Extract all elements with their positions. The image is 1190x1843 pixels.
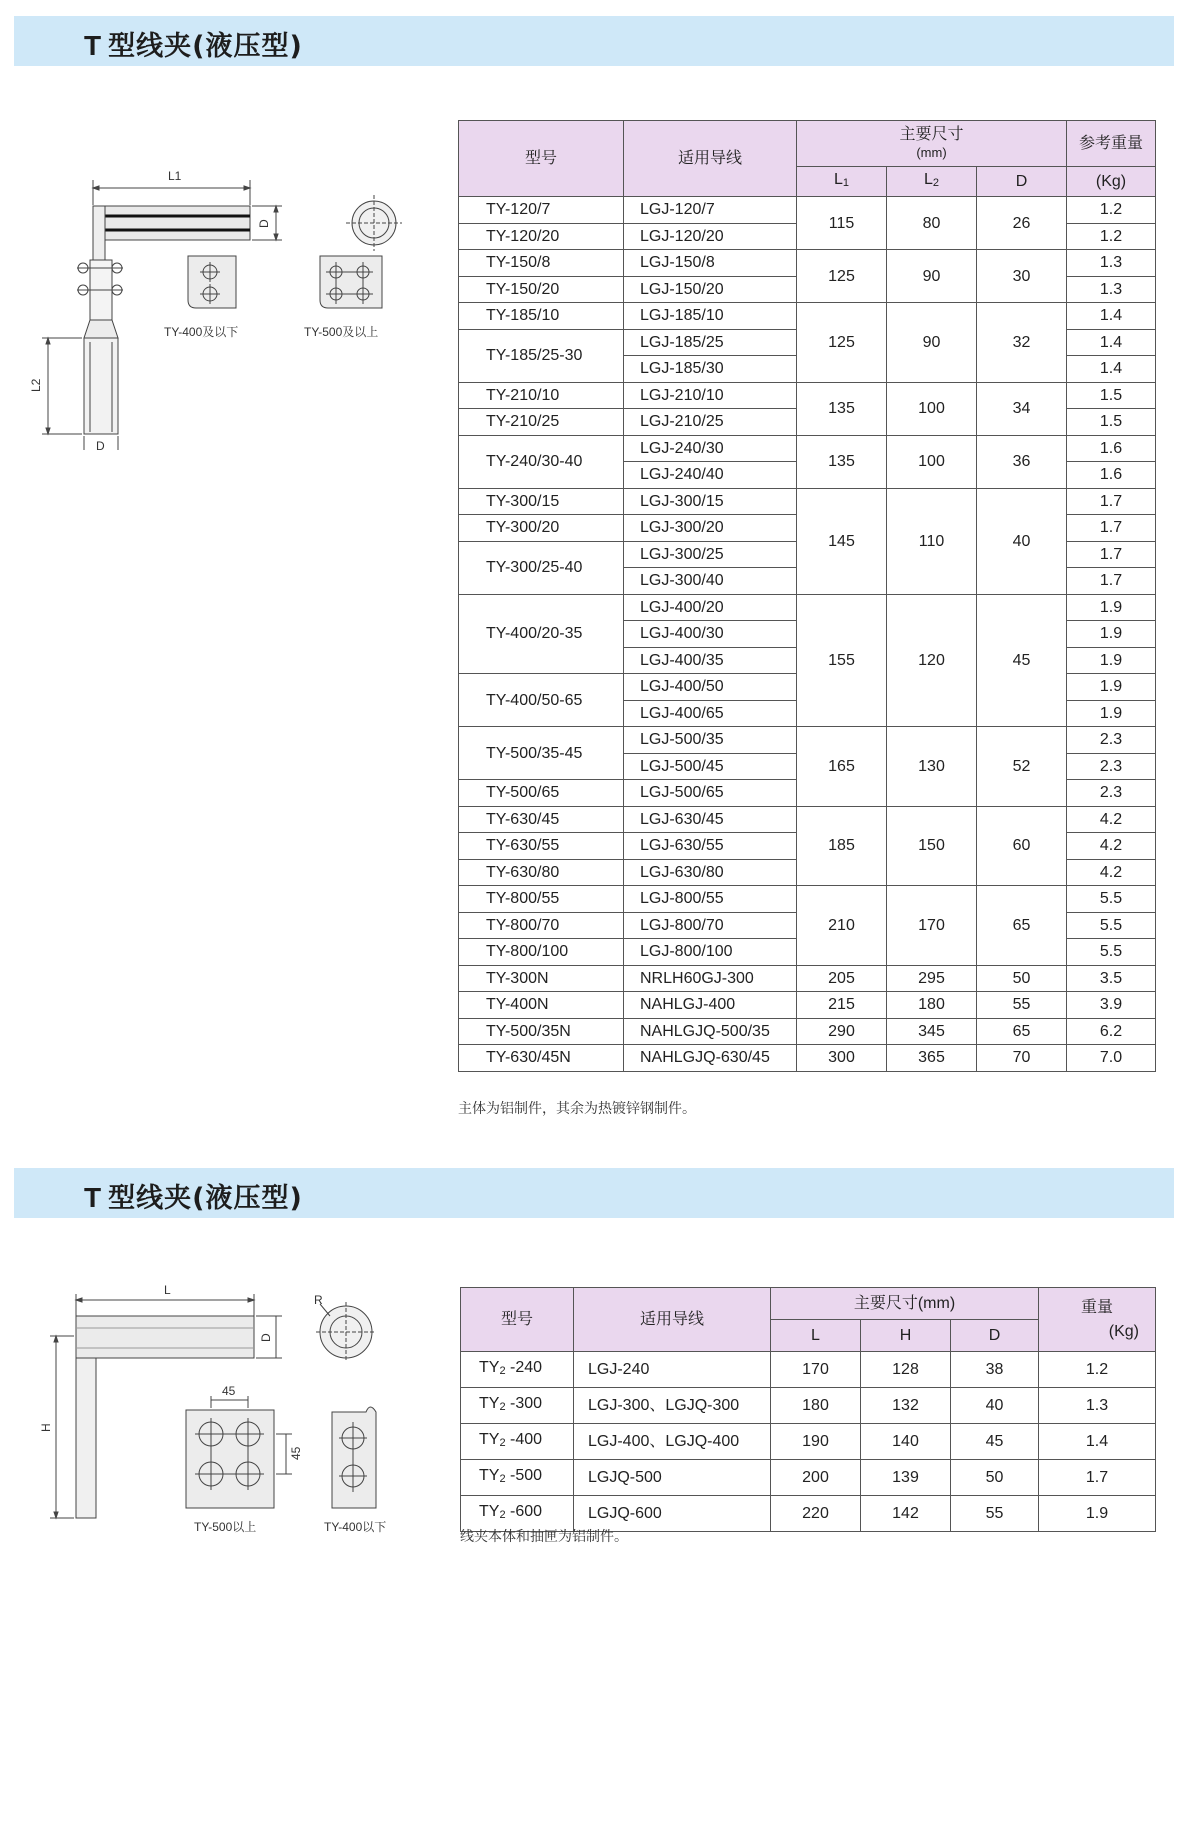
model-sub: 2 (499, 1437, 506, 1449)
section2-drawing (30, 1280, 430, 1550)
model-cell (461, 1460, 574, 1496)
conductor-cell: LGJQ-500 (574, 1460, 771, 1496)
weight-cell: 1.4 (1067, 356, 1156, 383)
conductor-cell: LGJ-400、LGJQ-400 (574, 1424, 771, 1460)
dim-d-cell: 70 (977, 1045, 1067, 1072)
section1-note: 主体为铝制件，其余为热镀锌钢制件。 (458, 1101, 696, 1117)
dim-d2-label: D (96, 439, 105, 450)
model-prefix: TY (479, 1503, 500, 1520)
weight-cell: 1.6 (1067, 435, 1156, 462)
model-cell: TY-150/20 (459, 276, 624, 303)
table-row (459, 382, 1156, 409)
dim-l2-cell: 100 (887, 435, 977, 488)
table-row (459, 806, 1156, 833)
l-cell: 190 (771, 1424, 861, 1460)
header-l1-sub: 1 (842, 177, 850, 189)
conductor-cell: LGJ-240 (574, 1352, 771, 1388)
table-row (459, 197, 1156, 224)
weight-cell: 1.6 (1067, 462, 1156, 489)
dim-l2-cell: 80 (887, 197, 977, 250)
dim-l2-label: L2 (29, 378, 43, 392)
model-cell: TY-300/20 (459, 515, 624, 542)
dim-l1-cell: 290 (797, 1018, 887, 1045)
weight-cell: 3.9 (1067, 992, 1156, 1019)
model-cell (461, 1352, 574, 1388)
header-weight-unit-text: (Kg) (1095, 173, 1127, 190)
conductor-cell: LGJ-500/35 (624, 727, 797, 754)
dim-d-cell: 34 (977, 382, 1067, 435)
section2-title (84, 1176, 303, 1215)
dim-l2-cell: 100 (887, 382, 977, 435)
t2-header-l (771, 1320, 861, 1352)
conductor-cell: LGJ-240/30 (624, 435, 797, 462)
table-row (459, 886, 1156, 913)
dim-l1-cell: 125 (797, 303, 887, 383)
model-prefix: TY (479, 1467, 500, 1484)
header-model (459, 121, 624, 197)
conductor-cell: LGJ-185/25 (624, 329, 797, 356)
t2-header-d (951, 1320, 1039, 1352)
weight-cell: 5.5 (1067, 886, 1156, 913)
conductor-cell: LGJ-500/45 (624, 753, 797, 780)
model-sub: 2 (499, 1509, 506, 1521)
dim-l1-cell: 145 (797, 488, 887, 594)
d-cell: 40 (951, 1388, 1039, 1424)
model-cell: TY-500/35-45 (459, 727, 624, 780)
table-row (459, 488, 1156, 515)
model-cell: TY-630/45N (459, 1045, 624, 1072)
dim-l2-cell: 170 (887, 886, 977, 966)
dim-l1-cell: 165 (797, 727, 887, 807)
table-row (459, 1018, 1156, 1045)
t2-header-conductor (574, 1288, 771, 1352)
conductor-cell: LGJ-400/65 (624, 700, 797, 727)
conductor-cell: LGJQ-600 (574, 1496, 771, 1532)
table-row (461, 1424, 1156, 1460)
table-row (459, 992, 1156, 1019)
model-cell: TY-500/35N (459, 1018, 624, 1045)
l-cell: 200 (771, 1460, 861, 1496)
conductor-cell: NAHLGJQ-630/45 (624, 1045, 797, 1072)
l-cell: 170 (771, 1352, 861, 1388)
conductor-cell: LGJ-400/30 (624, 621, 797, 648)
weight-cell: 4.2 (1067, 833, 1156, 860)
header-conductor (624, 121, 797, 197)
t2-header-weight (1039, 1288, 1156, 1352)
dim-l1-cell: 115 (797, 197, 887, 250)
weight-cell: 1.3 (1067, 250, 1156, 277)
model-cell: TY-630/45 (459, 806, 624, 833)
table-row (459, 303, 1156, 330)
dim-l1-cell: 155 (797, 594, 887, 727)
weight-cell: 4.2 (1067, 859, 1156, 886)
dim-d-cell: 55 (977, 992, 1067, 1019)
weight-cell: 2.3 (1067, 753, 1156, 780)
dim-l1-cell: 125 (797, 250, 887, 303)
weight-cell: 1.9 (1039, 1496, 1156, 1532)
dim-l1-cell: 210 (797, 886, 887, 966)
dim-d-cell: 52 (977, 727, 1067, 807)
dim-l2-cell: 150 (887, 806, 977, 886)
table-row (461, 1460, 1156, 1496)
weight-cell: 1.3 (1039, 1388, 1156, 1424)
conductor-cell: LGJ-500/65 (624, 780, 797, 807)
weight-cell: 1.9 (1067, 700, 1156, 727)
dim-r-label: R (314, 1293, 323, 1307)
weight-cell: 1.7 (1067, 541, 1156, 568)
model-cell: TY-800/70 (459, 912, 624, 939)
section2-table-body (461, 1352, 1156, 1532)
model-cell: TY-400/20-35 (459, 594, 624, 674)
t2-header-main-dims-text: 主要尺寸(mm) (853, 1295, 956, 1312)
h-cell: 140 (861, 1424, 951, 1460)
section2-table (460, 1287, 1156, 1532)
conductor-cell: NRLH60GJ-300 (624, 965, 797, 992)
dim-d-cell: 36 (977, 435, 1067, 488)
dim-d-cell: 30 (977, 250, 1067, 303)
conductor-cell: LGJ-400/20 (624, 594, 797, 621)
model-suffix: -600 (505, 1503, 543, 1520)
conductor-cell: LGJ-300/15 (624, 488, 797, 515)
weight-cell: 1.5 (1067, 409, 1156, 436)
h-cell: 128 (861, 1352, 951, 1388)
conductor-cell: LGJ-300/40 (624, 568, 797, 595)
d-cell: 45 (951, 1424, 1039, 1460)
weight-cell: 1.4 (1067, 303, 1156, 330)
header-l2-sub: 2 (932, 177, 940, 189)
weight-cell: 3.5 (1067, 965, 1156, 992)
header-weight (1067, 121, 1156, 167)
dim-l1-cell: 215 (797, 992, 887, 1019)
dim-l2-cell: 120 (887, 594, 977, 727)
dim-l1-label: L1 (168, 169, 182, 183)
weight-cell: 1.9 (1067, 674, 1156, 701)
t2-header-d-text: D (988, 1327, 1001, 1344)
model-cell (461, 1424, 574, 1460)
model-cell: TY-240/30-40 (459, 435, 624, 488)
conductor-cell: LGJ-800/70 (624, 912, 797, 939)
dim-l1-cell: 185 (797, 806, 887, 886)
header-l1-text: L (833, 171, 843, 188)
model-suffix: -240 (505, 1359, 543, 1376)
table-row (459, 435, 1156, 462)
weight-cell: 1.2 (1067, 197, 1156, 224)
weight-cell: 1.4 (1039, 1424, 1156, 1460)
dim-d-cell: 32 (977, 303, 1067, 383)
weight-cell: 5.5 (1067, 912, 1156, 939)
plate-label-b: TY-500及以上 (304, 325, 379, 339)
weight-cell: 1.7 (1039, 1460, 1156, 1496)
dim-d-cell: 60 (977, 806, 1067, 886)
h-cell: 142 (861, 1496, 951, 1532)
t2-header-weight-unit: (Kg) (1108, 1322, 1139, 1340)
model-prefix: TY (479, 1395, 500, 1412)
dim-h-label: H (39, 1423, 53, 1432)
t2-header-model-text: 型号 (500, 1311, 533, 1328)
l-cell: 180 (771, 1388, 861, 1424)
conductor-cell: LGJ-800/55 (624, 886, 797, 913)
t2-header-weight-text: 重量 (1080, 1298, 1113, 1316)
conductor-cell: LGJ-210/25 (624, 409, 797, 436)
weight-cell: 5.5 (1067, 939, 1156, 966)
h-cell: 139 (861, 1460, 951, 1496)
model-cell: TY-120/7 (459, 197, 624, 224)
model-sub: 2 (499, 1365, 506, 1377)
model-cell: TY-630/80 (459, 859, 624, 886)
conductor-cell: LGJ-300/25 (624, 541, 797, 568)
model-cell: TY-120/20 (459, 223, 624, 250)
model-cell: TY-300/25-40 (459, 541, 624, 594)
l-cell: 220 (771, 1496, 861, 1532)
model-cell: TY-400N (459, 992, 624, 1019)
model-cell (461, 1388, 574, 1424)
section1-title (84, 24, 303, 63)
conductor-cell: LGJ-150/20 (624, 276, 797, 303)
section1-title-text: 型线夹(液压型) (108, 31, 303, 62)
conductor-cell: LGJ-630/55 (624, 833, 797, 860)
weight-cell: 1.4 (1067, 329, 1156, 356)
dim-45b-label: 45 (289, 1446, 303, 1460)
t2-header-main-dims (771, 1288, 1039, 1320)
model-cell: TY-800/55 (459, 886, 624, 913)
section2-title-text: 型线夹(液压型) (108, 1183, 303, 1214)
section2-note: 线夹本体和抽匣为铝制件。 (460, 1529, 628, 1545)
table-row (459, 727, 1156, 754)
conductor-cell: LGJ-630/80 (624, 859, 797, 886)
model-cell: TY-185/25-30 (459, 329, 624, 382)
model-cell: TY-300N (459, 965, 624, 992)
dim-d-cell: 65 (977, 886, 1067, 966)
dim-d-label-2: D (259, 1333, 273, 1342)
header-weight-unit (1067, 167, 1156, 197)
model-suffix: -400 (505, 1431, 543, 1448)
model-cell: TY-150/8 (459, 250, 624, 277)
section1-drawing (20, 160, 420, 450)
dim-l1-cell: 135 (797, 435, 887, 488)
model-cell: TY-210/10 (459, 382, 624, 409)
model-sub: 2 (499, 1401, 506, 1413)
model-prefix: TY (479, 1431, 500, 1448)
t2-header-l-text: L (811, 1327, 820, 1344)
model-cell: TY-500/65 (459, 780, 624, 807)
conductor-cell: LGJ-120/20 (624, 223, 797, 250)
plate-label-d: TY-400以下 (324, 1520, 387, 1534)
dim-l2-cell: 180 (887, 992, 977, 1019)
weight-cell: 7.0 (1067, 1045, 1156, 1072)
dim-45a-label: 45 (222, 1384, 236, 1398)
model-cell: TY-185/10 (459, 303, 624, 330)
weight-cell: 1.3 (1067, 276, 1156, 303)
header-l2 (887, 167, 977, 197)
conductor-cell: LGJ-300/20 (624, 515, 797, 542)
section1-banner (14, 16, 1174, 66)
conductor-cell: LGJ-300、LGJQ-300 (574, 1388, 771, 1424)
dim-d-label: D (257, 219, 271, 228)
conductor-cell: LGJ-240/40 (624, 462, 797, 489)
header-d (977, 167, 1067, 197)
model-cell: TY-400/50-65 (459, 674, 624, 727)
conductor-cell: LGJ-630/45 (624, 806, 797, 833)
weight-cell: 1.9 (1067, 621, 1156, 648)
header-conductor-text: 适用导线 (677, 150, 742, 167)
conductor-cell: LGJ-150/8 (624, 250, 797, 277)
header-model-text: 型号 (524, 150, 557, 167)
dim-d-cell: 26 (977, 197, 1067, 250)
conductor-cell: NAHLGJQ-500/35 (624, 1018, 797, 1045)
t2-header-h-text: H (899, 1327, 912, 1344)
weight-cell: 1.9 (1067, 594, 1156, 621)
dim-l2-cell: 90 (887, 250, 977, 303)
model-prefix: TY (479, 1359, 500, 1376)
conductor-cell: LGJ-120/7 (624, 197, 797, 224)
t2-header-h (861, 1320, 951, 1352)
d-cell: 50 (951, 1460, 1039, 1496)
table-row (459, 594, 1156, 621)
table-row (459, 1045, 1156, 1072)
model-suffix: -300 (505, 1395, 543, 1412)
section2-banner (14, 1168, 1174, 1218)
table-row (461, 1352, 1156, 1388)
dim-l1-cell: 300 (797, 1045, 887, 1072)
header-d-text: D (1015, 173, 1028, 190)
conductor-cell: NAHLGJ-400 (624, 992, 797, 1019)
header-l1 (797, 167, 887, 197)
weight-cell: 1.2 (1067, 223, 1156, 250)
section1-title-prefix: T (84, 30, 103, 61)
d-cell: 55 (951, 1496, 1039, 1532)
model-cell: TY-630/55 (459, 833, 624, 860)
dim-l2-cell: 90 (887, 303, 977, 383)
t2-header-model (461, 1288, 574, 1352)
t2-header-conductor-text: 适用导线 (639, 1311, 704, 1328)
conductor-cell: LGJ-185/10 (624, 303, 797, 330)
weight-cell: 1.7 (1067, 568, 1156, 595)
weight-cell: 1.5 (1067, 382, 1156, 409)
model-suffix: -500 (505, 1467, 543, 1484)
header-main-dims-text: 主要尺寸 (899, 125, 964, 143)
weight-cell: 2.3 (1067, 727, 1156, 754)
section1-table-body (459, 197, 1156, 1072)
table-row (459, 965, 1156, 992)
header-l2-text: L (923, 171, 933, 188)
section1-table (458, 120, 1156, 1072)
dim-d-cell: 65 (977, 1018, 1067, 1045)
section2-title-prefix: T (84, 1182, 103, 1213)
d-cell: 38 (951, 1352, 1039, 1388)
dim-l2-cell: 345 (887, 1018, 977, 1045)
dim-d-cell: 45 (977, 594, 1067, 727)
dim-l2-cell: 110 (887, 488, 977, 594)
header-weight-text: 参考重量 (1078, 135, 1143, 152)
conductor-cell: LGJ-400/50 (624, 674, 797, 701)
weight-cell: 1.2 (1039, 1352, 1156, 1388)
header-main-dims (797, 121, 1067, 167)
dim-l-label: L (164, 1283, 171, 1297)
model-cell: TY-300/15 (459, 488, 624, 515)
weight-cell: 2.3 (1067, 780, 1156, 807)
conductor-cell: LGJ-210/10 (624, 382, 797, 409)
conductor-cell: LGJ-800/100 (624, 939, 797, 966)
h-cell: 132 (861, 1388, 951, 1424)
table-row (459, 250, 1156, 277)
header-unit-text: (mm) (916, 144, 947, 160)
conductor-cell: LGJ-185/30 (624, 356, 797, 383)
weight-cell: 4.2 (1067, 806, 1156, 833)
dim-l2-cell: 130 (887, 727, 977, 807)
weight-cell: 1.7 (1067, 488, 1156, 515)
plate-label-a: TY-400及以下 (164, 325, 239, 339)
dim-l2-cell: 295 (887, 965, 977, 992)
dim-d-cell: 50 (977, 965, 1067, 992)
dim-l2-cell: 365 (887, 1045, 977, 1072)
dim-l1-cell: 205 (797, 965, 887, 992)
model-cell: TY-800/100 (459, 939, 624, 966)
dim-d-cell: 40 (977, 488, 1067, 594)
conductor-cell: LGJ-400/35 (624, 647, 797, 674)
model-sub: 2 (499, 1473, 506, 1485)
dim-l1-cell: 135 (797, 382, 887, 435)
table-row (461, 1388, 1156, 1424)
weight-cell: 1.7 (1067, 515, 1156, 542)
weight-cell: 1.9 (1067, 647, 1156, 674)
plate-label-c: TY-500以上 (194, 1520, 257, 1534)
weight-cell: 6.2 (1067, 1018, 1156, 1045)
model-cell: TY-210/25 (459, 409, 624, 436)
